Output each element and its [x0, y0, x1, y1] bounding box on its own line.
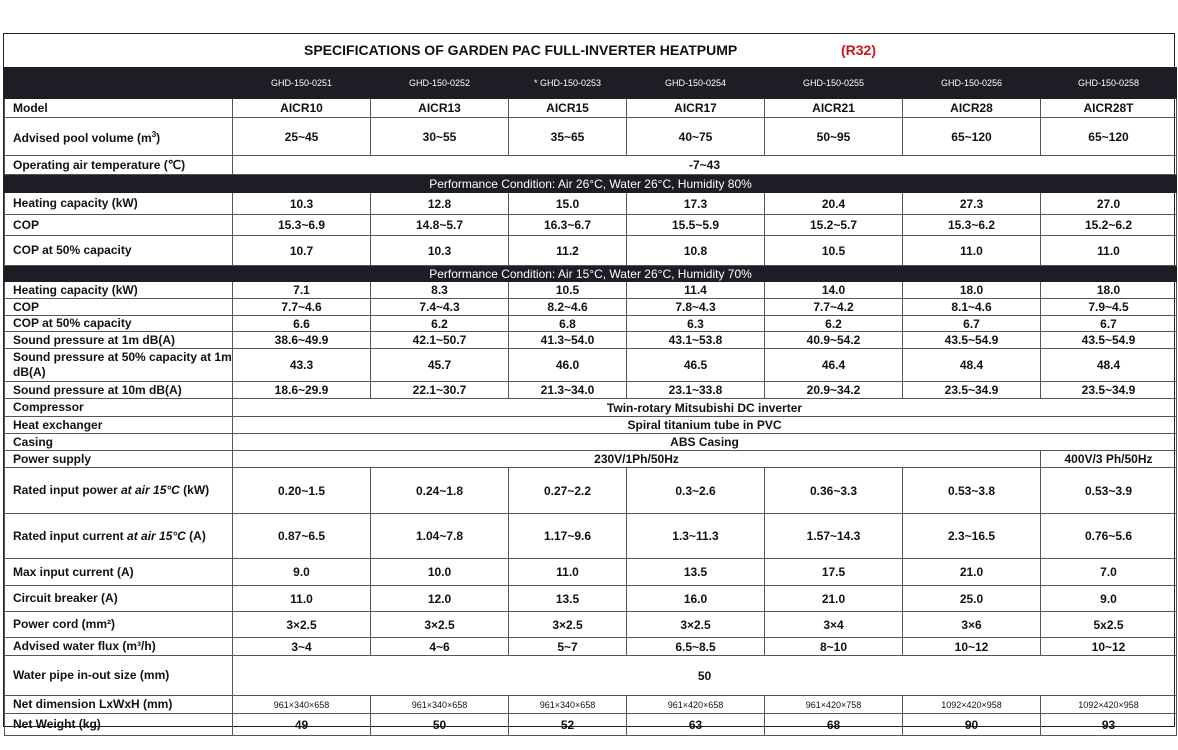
value-cell: 90	[903, 714, 1041, 736]
row-label: Casing	[5, 434, 233, 451]
value-cell: 63	[627, 714, 765, 736]
value-cell: 3×6	[903, 612, 1041, 638]
value-cell: 40.9~54.2	[765, 332, 903, 349]
value-cell-merged: Twin-rotary Mitsubishi DC inverter	[233, 399, 1177, 417]
value-cell: 0.76~5.6	[1041, 514, 1177, 559]
pool-volume-row	[5, 118, 1177, 156]
section2-row	[5, 332, 1177, 349]
spec-table	[4, 67, 1177, 736]
value-cell: 11.0	[1041, 236, 1177, 266]
value-cell: AICR28	[903, 99, 1041, 118]
value-cell: 23.5~34.9	[903, 382, 1041, 399]
value-cell: 10.7	[233, 236, 371, 266]
value-cell: 6.7	[1041, 316, 1177, 332]
row-label	[5, 514, 233, 559]
value-cell: 7.8~4.3	[627, 299, 765, 316]
value-cell: 961×340×658	[371, 696, 509, 714]
value-cell: 27.3	[903, 193, 1041, 215]
value-cell: 7.7~4.6	[233, 299, 371, 316]
value-cell: 400V/3 Ph/50Hz	[1041, 451, 1177, 468]
value-cell: 38.6~49.9	[233, 332, 371, 349]
heat_exchanger-row	[5, 417, 1177, 434]
value-cell: 6.7	[903, 316, 1041, 332]
value-cell: * GHD-150-0253	[509, 68, 627, 99]
value-cell: 15.5~5.9	[627, 215, 765, 236]
label-text: Rated input power	[13, 483, 121, 497]
value-cell: 15.2~6.2	[1041, 215, 1177, 236]
value-cell: 5x2.5	[1041, 612, 1177, 638]
value-cell: 961×340×658	[509, 696, 627, 714]
value-cell: 18.6~29.9	[233, 382, 371, 399]
value-cell: 7.7~4.2	[765, 299, 903, 316]
value-cell: 10~12	[1041, 638, 1177, 656]
value-cell: 20.4	[765, 193, 903, 215]
value-cell: 41.3~54.0	[509, 332, 627, 349]
label-end: )	[156, 131, 161, 145]
row-label: Model	[5, 99, 233, 118]
value-cell: 7.0	[1041, 559, 1177, 586]
value-cell: 0.27~2.2	[509, 468, 627, 514]
value-cell-merged: 50	[233, 656, 1177, 696]
value-cell: 18.0	[903, 282, 1041, 299]
row-label: Advised water flux (m³/h)	[5, 638, 233, 656]
value-cell: 10.3	[371, 236, 509, 266]
value-cell: 6.3	[627, 316, 765, 332]
row-label: Sound pressure at 1m dB(A)	[5, 332, 233, 349]
value-cell: 6.6	[233, 316, 371, 332]
casing-row	[5, 434, 1177, 451]
spec-sheet	[3, 33, 1175, 732]
value-cell: 21.0	[903, 559, 1041, 586]
label-unit: (A)	[185, 528, 206, 543]
air-temp-row	[5, 156, 1177, 175]
value-cell: 3×4	[765, 612, 903, 638]
water_flux-row	[5, 638, 1177, 656]
value-cell: 46.4	[765, 349, 903, 382]
value-cell: 3×2.5	[509, 612, 627, 638]
value-cell: 7.4~4.3	[371, 299, 509, 316]
value-cell: 48.4	[1041, 349, 1177, 382]
value-cell: GHD-150-0252	[371, 68, 509, 99]
value-cell: 49	[233, 714, 371, 736]
value-cell: 1092×420×958	[1041, 696, 1177, 714]
value-cell: 10.0	[371, 559, 509, 586]
value-cell: 25.0	[903, 586, 1041, 612]
row-label: Sound pressure at 50% capacity at 1m dB(A)	[5, 349, 233, 382]
value-cell: 17.3	[627, 193, 765, 215]
value-cell: 7.9~4.5	[1041, 299, 1177, 316]
breaker-row	[5, 586, 1177, 612]
section2-row	[5, 349, 1177, 382]
value-cell: 0.3~2.6	[627, 468, 765, 514]
value-cell: GHD-150-0256	[903, 68, 1041, 99]
value-cell: 48.4	[903, 349, 1041, 382]
value-cell: GHD-150-0251	[233, 68, 371, 99]
value-cell: 17.5	[765, 559, 903, 586]
value-cell: 68	[765, 714, 903, 736]
value-cell: AICR28T	[1041, 99, 1177, 118]
value-cell: 12.0	[371, 586, 509, 612]
compressor-row	[5, 399, 1177, 417]
label-text: Rated input current	[13, 528, 128, 543]
value-cell: 43.3	[233, 349, 371, 382]
value-cell: 961×420×758	[765, 696, 903, 714]
row-label: COP	[5, 299, 233, 316]
row-label: Max input current (A)	[5, 559, 233, 586]
row-label	[5, 468, 233, 514]
value-cell-merged: ABS Casing	[233, 434, 1177, 451]
value-cell: 10.5	[765, 236, 903, 266]
row-label: Compressor	[5, 399, 233, 417]
value-cell: 10.3	[233, 193, 371, 215]
value-cell: AICR17	[627, 99, 765, 118]
value-cell: GHD-150-0254	[627, 68, 765, 99]
value-cell: 8~10	[765, 638, 903, 656]
max_current-row	[5, 559, 1177, 586]
value-cell-merged: 230V/1Ph/50Hz	[233, 451, 1041, 468]
value-cell: 6.2	[765, 316, 903, 332]
value-cell: 50	[371, 714, 509, 736]
value-cell: 46.0	[509, 349, 627, 382]
value-cell: 7.1	[233, 282, 371, 299]
value-cell: 27.0	[1041, 193, 1177, 215]
row-label: Circuit breaker (A)	[5, 586, 233, 612]
value-cell: 0.24~1.8	[371, 468, 509, 514]
row-label: Heating capacity (kW)	[5, 193, 233, 215]
value-cell: 15.3~6.9	[233, 215, 371, 236]
value-cell: 9.0	[233, 559, 371, 586]
title-text: SPECIFICATIONS OF GARDEN PAC FULL-INVERTER HEATPUMP	[304, 42, 738, 58]
value-cell: 22.1~30.7	[371, 382, 509, 399]
value-cell-merged: -7~43	[233, 156, 1177, 175]
row-label	[5, 118, 233, 156]
section1-row	[5, 193, 1177, 215]
value-cell: 40~75	[627, 118, 765, 156]
value-cell: 4~6	[371, 638, 509, 656]
value-cell: AICR21	[765, 99, 903, 118]
code-header-row	[5, 68, 1177, 99]
value-cell: 93	[1041, 714, 1177, 736]
value-cell: 13.5	[627, 559, 765, 586]
value-cell: 43.1~53.8	[627, 332, 765, 349]
value-cell: 10.5	[509, 282, 627, 299]
value-cell: 18.0	[1041, 282, 1177, 299]
value-cell: 0.87~6.5	[233, 514, 371, 559]
value-cell: 1.17~9.6	[509, 514, 627, 559]
value-cell: 8.2~4.6	[509, 299, 627, 316]
value-cell: 3×2.5	[371, 612, 509, 638]
value-cell: 35~65	[509, 118, 627, 156]
value-cell: 14.8~5.7	[371, 215, 509, 236]
rated-power-row	[5, 468, 1177, 514]
value-cell: 10.8	[627, 236, 765, 266]
value-cell: 1092×420×958	[903, 696, 1041, 714]
dimension-row	[5, 696, 1177, 714]
sheet-title	[4, 34, 1174, 67]
value-cell: 45.7	[371, 349, 509, 382]
value-cell: 961×420×658	[627, 696, 765, 714]
label-condition: at air 15°C	[127, 528, 186, 543]
value-cell: 43.5~54.9	[1041, 332, 1177, 349]
label-unit: (kW)	[179, 483, 210, 497]
label-text: Advised pool volume (m	[13, 131, 152, 145]
section-title: Performance Condition: Air 26°C, Water 26°C, Humidity 80%	[5, 175, 1177, 193]
section1-row	[5, 236, 1177, 266]
row-label: Net Weight (kg)	[5, 714, 233, 736]
value-cell: 6.5~8.5	[627, 638, 765, 656]
model-row	[5, 99, 1177, 118]
row-label: COP at 50% capacity	[5, 236, 233, 266]
value-cell: GHD-150-0258	[1041, 68, 1177, 99]
label-condition: at air 15°C	[121, 483, 180, 497]
value-cell: 13.5	[509, 586, 627, 612]
value-cell: 6.2	[371, 316, 509, 332]
row-label: Heating capacity (kW)	[5, 282, 233, 299]
row-label: COP	[5, 215, 233, 236]
section1-header	[5, 175, 1177, 193]
rated-current-row	[5, 514, 1177, 559]
value-cell: 42.1~50.7	[371, 332, 509, 349]
value-cell: 11.2	[509, 236, 627, 266]
value-cell: 0.20~1.5	[233, 468, 371, 514]
value-cell: 3~4	[233, 638, 371, 656]
row-label: Power supply	[5, 451, 233, 468]
value-cell: 50~95	[765, 118, 903, 156]
value-cell: 12.8	[371, 193, 509, 215]
value-cell: 16.3~6.7	[509, 215, 627, 236]
value-cell: 21.3~34.0	[509, 382, 627, 399]
value-cell: 65~120	[903, 118, 1041, 156]
row-label: COP at 50% capacity	[5, 316, 233, 332]
value-cell: 11.0	[233, 586, 371, 612]
value-cell: 0.53~3.8	[903, 468, 1041, 514]
value-cell: 8.3	[371, 282, 509, 299]
value-cell: 21.0	[765, 586, 903, 612]
value-cell: 30~55	[371, 118, 509, 156]
row-label: Operating air temperature (℃)	[5, 156, 233, 175]
label-sup: 3	[151, 130, 157, 139]
section2-row	[5, 316, 1177, 332]
refrigerant-label: (R32)	[841, 42, 877, 58]
value-cell: 8.1~4.6	[903, 299, 1041, 316]
power-supply-row	[5, 451, 1177, 468]
value-cell: 15.3~6.2	[903, 215, 1041, 236]
section1-row	[5, 215, 1177, 236]
value-cell: 1.57~14.3	[765, 514, 903, 559]
value-cell: 2.3~16.5	[903, 514, 1041, 559]
value-cell: 65~120	[1041, 118, 1177, 156]
value-cell: 0.36~3.3	[765, 468, 903, 514]
row-label: Net dimension LxWxH (mm)	[5, 696, 233, 714]
value-cell: 16.0	[627, 586, 765, 612]
value-cell: 1.04~7.8	[371, 514, 509, 559]
value-cell: 15.2~5.7	[765, 215, 903, 236]
value-cell: 43.5~54.9	[903, 332, 1041, 349]
value-cell: 5~7	[509, 638, 627, 656]
value-cell: 23.1~33.8	[627, 382, 765, 399]
value-cell: GHD-150-0255	[765, 68, 903, 99]
section2-row	[5, 299, 1177, 316]
value-cell: 0.53~3.9	[1041, 468, 1177, 514]
value-cell: 11.4	[627, 282, 765, 299]
value-cell: 23.5~34.9	[1041, 382, 1177, 399]
value-cell: AICR13	[371, 99, 509, 118]
section2-row	[5, 382, 1177, 399]
value-cell: 20.9~34.2	[765, 382, 903, 399]
value-cell: 25~45	[233, 118, 371, 156]
value-cell: 9.0	[1041, 586, 1177, 612]
value-cell: 52	[509, 714, 627, 736]
value-cell: AICR15	[509, 99, 627, 118]
value-cell: 3×2.5	[233, 612, 371, 638]
value-cell: 961×340×658	[233, 696, 371, 714]
row-label: Power cord (mm²)	[5, 612, 233, 638]
value-cell-merged: Spiral titanium tube in PVC	[233, 417, 1177, 434]
cord-row	[5, 612, 1177, 638]
value-cell: 11.0	[903, 236, 1041, 266]
value-cell: 6.8	[509, 316, 627, 332]
value-cell: 46.5	[627, 349, 765, 382]
section2-row	[5, 282, 1177, 299]
row-label: Sound pressure at 10m dB(A)	[5, 382, 233, 399]
section-title: Performance Condition: Air 15°C, Water 26°C, Humidity 70%	[5, 266, 1177, 282]
value-cell: 14.0	[765, 282, 903, 299]
value-cell: 10~12	[903, 638, 1041, 656]
row-label: Water pipe in-out size (mm)	[5, 656, 233, 696]
pipe-row	[5, 656, 1177, 696]
row-label: Heat exchanger	[5, 417, 233, 434]
section2-header	[5, 266, 1177, 282]
value-cell: 1.3~11.3	[627, 514, 765, 559]
header-blank	[5, 68, 233, 99]
value-cell: 11.0	[509, 559, 627, 586]
value-cell: AICR10	[233, 99, 371, 118]
value-cell: 15.0	[509, 193, 627, 215]
weight-row	[5, 714, 1177, 736]
value-cell: 3×2.5	[627, 612, 765, 638]
